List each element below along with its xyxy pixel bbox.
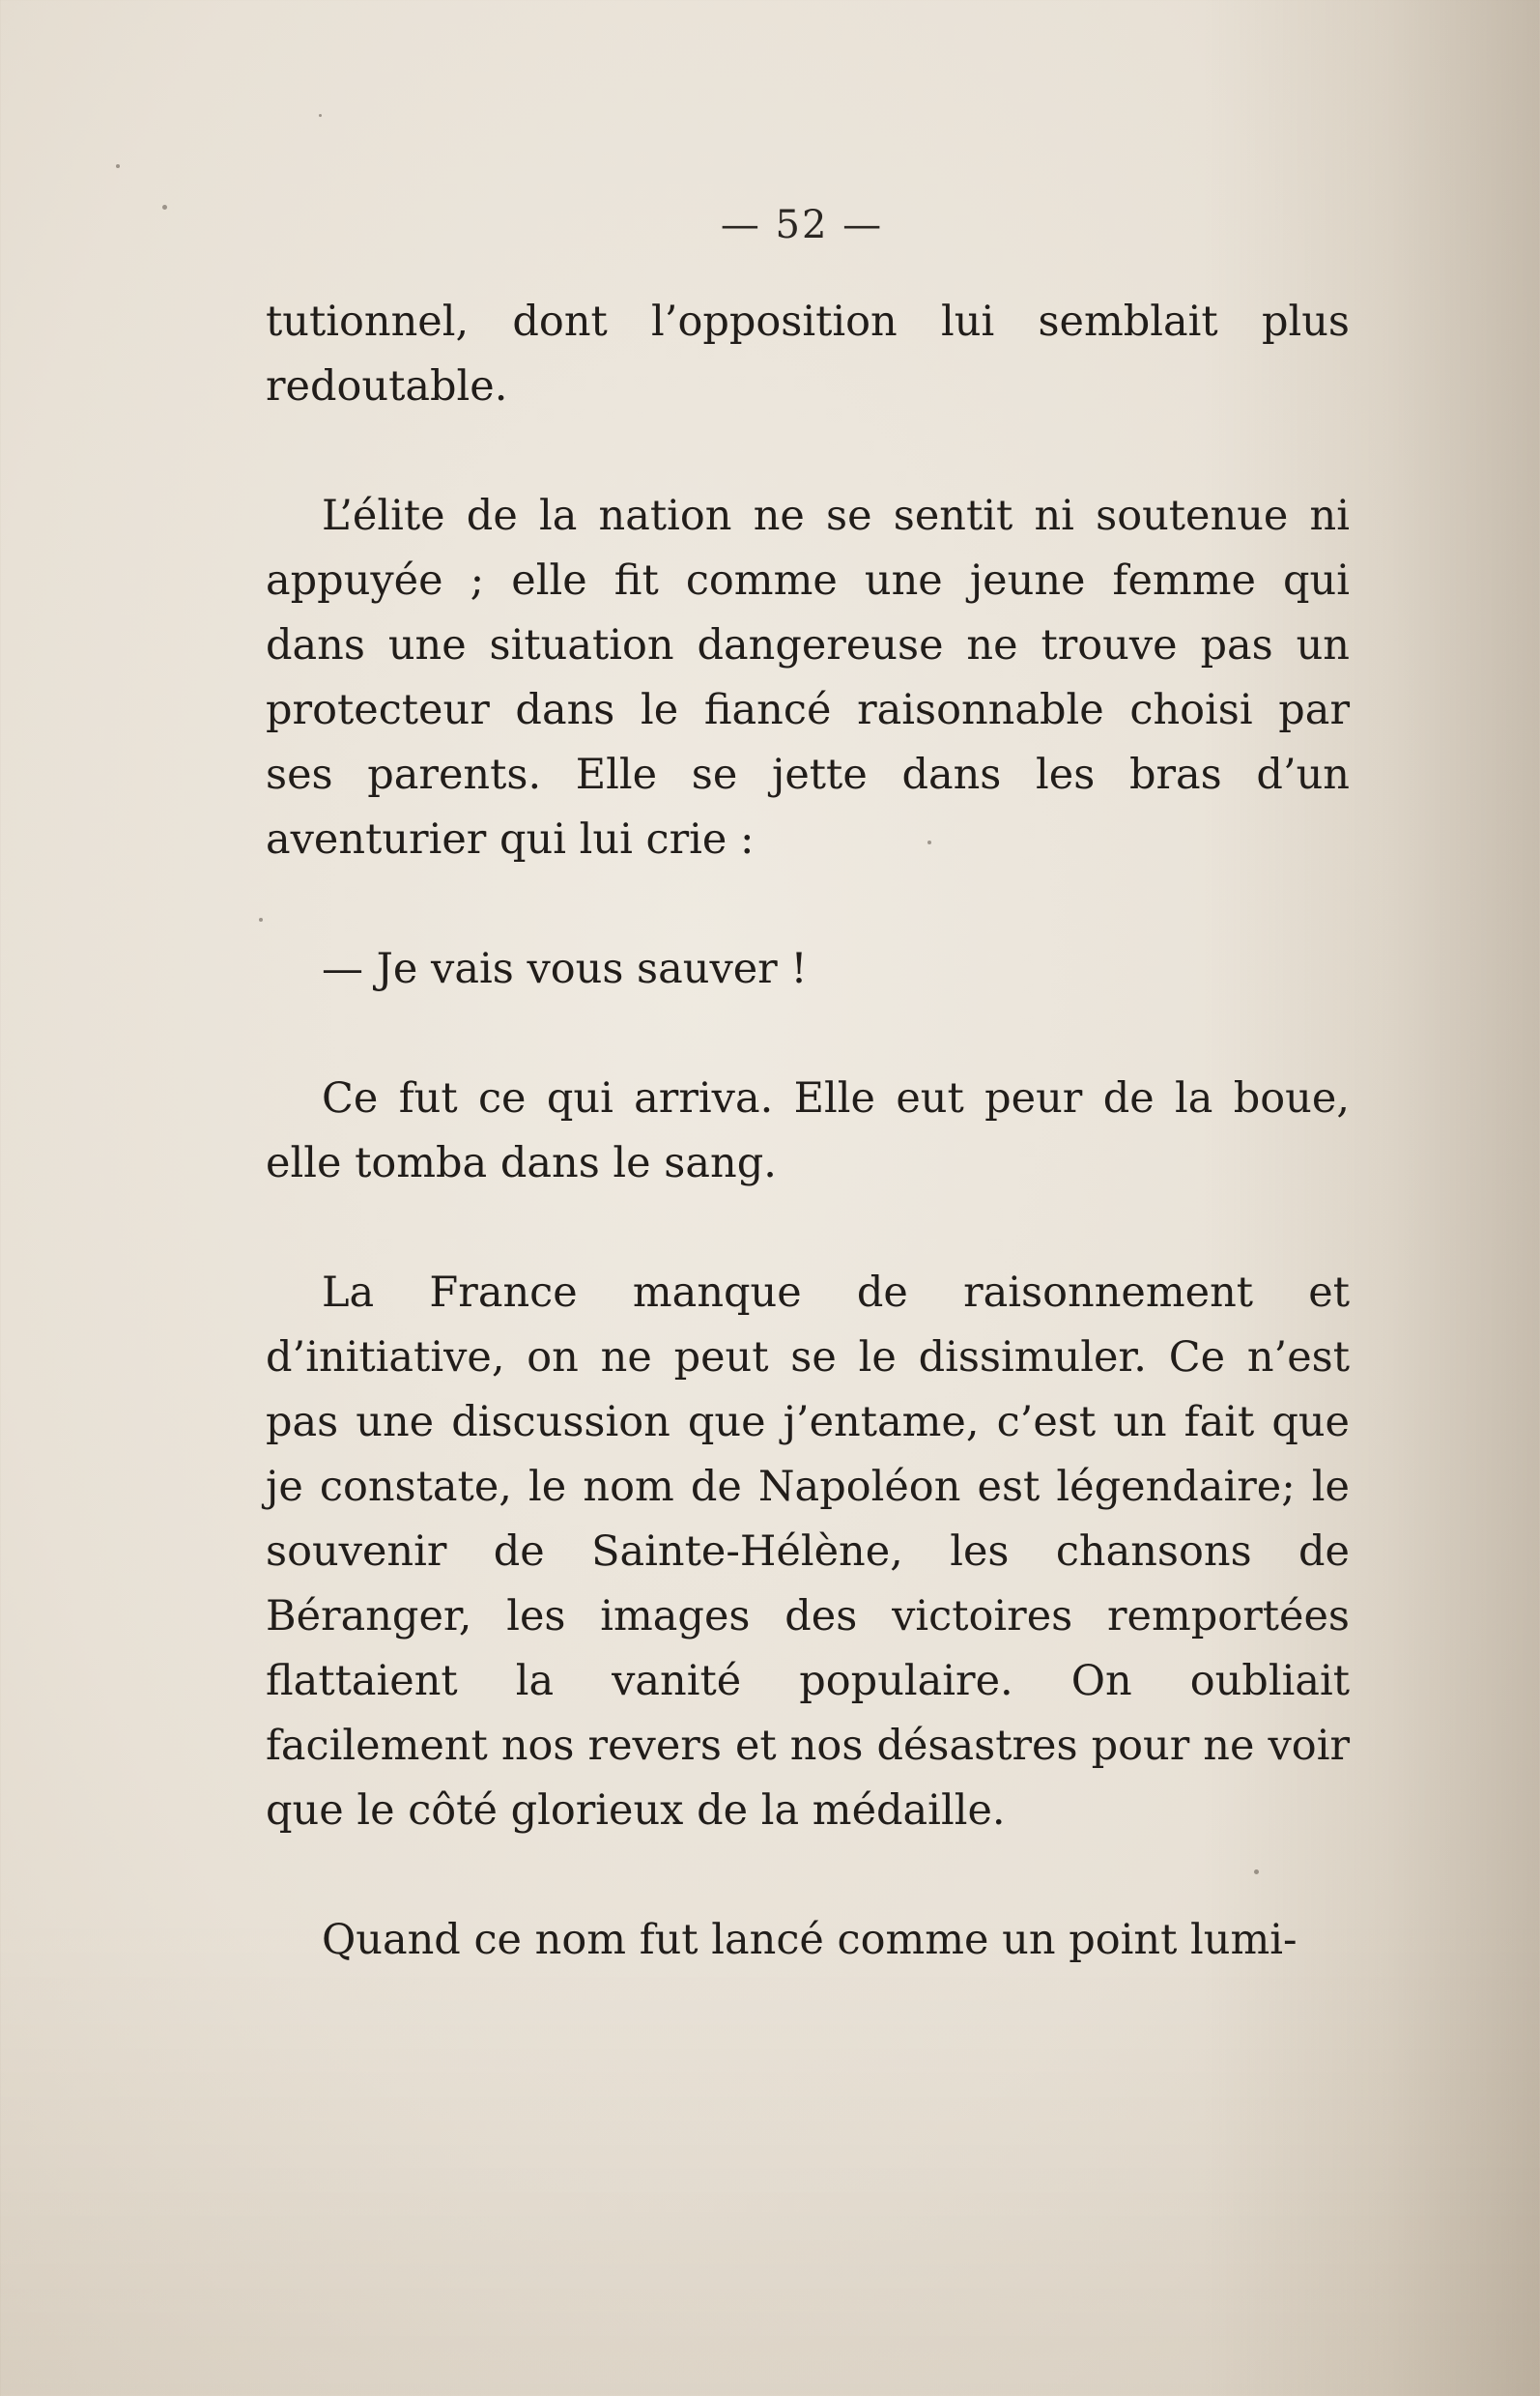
- paragraph: La France manque de raisonnement et d’initiative, on ne peut se le dissimuler. Ce n’est pas une discussion que j’entame, c’est un fait que je constate, le nom de Napoléon est légendaire; le souvenir de Sainte-Hélène, les chansons de Béranger, les images des victoires remportées flattaient la vanité populaire. On oubliait facilement nos revers et nos désastres pour ne voir que le côté glorieux de la médaille.: [266, 1269, 1350, 1835]
- dialogue-line: — Je vais vous sauver !: [322, 945, 808, 993]
- paragraph: tutionnel, dont l’opposition lui semblait plus redoutable.: [266, 298, 1350, 411]
- paper-speck: [116, 164, 120, 168]
- body-text: [266, 290, 1350, 1973]
- paper-speck: [259, 918, 263, 922]
- page-number: — 52 —: [720, 203, 884, 247]
- paragraph: Quand ce nom fut lancé comme un point lumi-: [322, 1916, 1298, 1964]
- paper-speck: [319, 114, 322, 117]
- paragraph: L’élite de la nation ne se sentit ni soutenue ni appuyée ; elle fit comme une jeune femme qui dans une situation dangereuse ne trouve pas un protecteur dans le fiancé raisonnable choisi par ses parents. Elle se jette dans les bras d’un aventurier qui lui crie :: [266, 492, 1350, 864]
- paragraph: Ce fut ce qui arriva. Elle eut peur de la boue, elle tomba dans le sang.: [266, 1074, 1350, 1187]
